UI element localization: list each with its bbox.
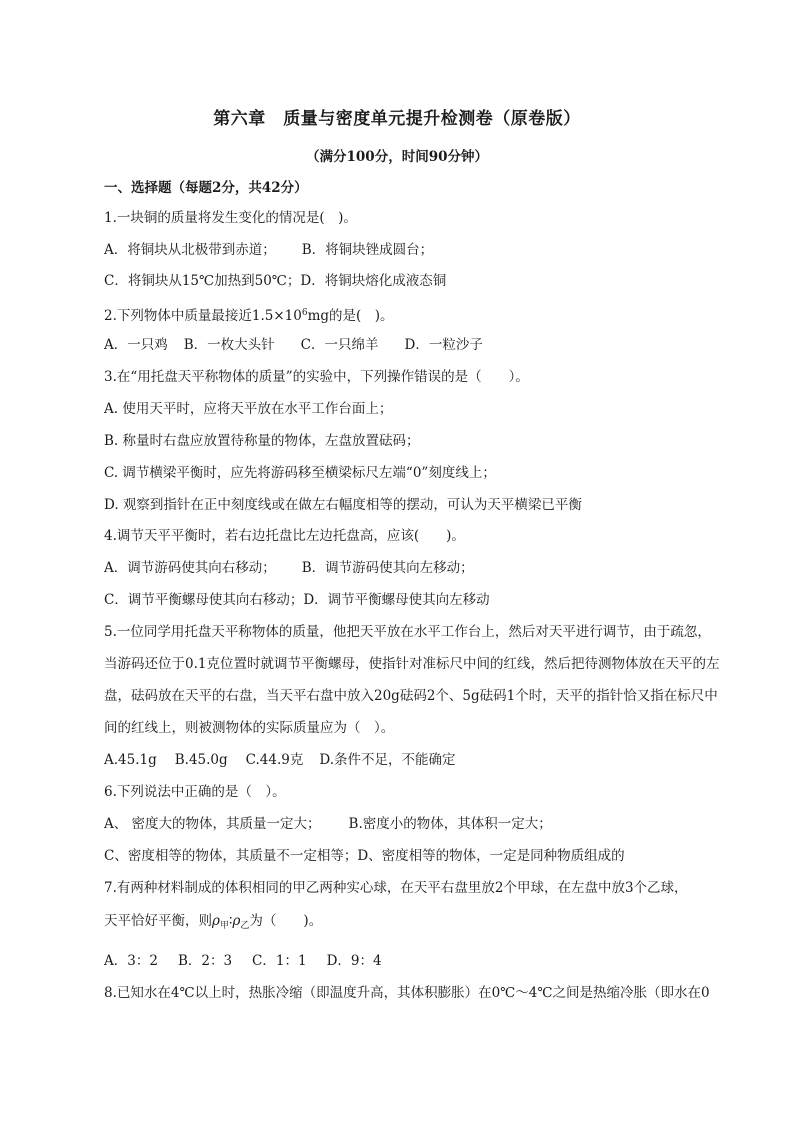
question-5-line-2: 当游码还位于0.1克位置时就调节平衡螺母，使指针对准标尺中间的红线，然后把待测物体放在天平的左 (104, 656, 720, 672)
question-1-options-row1 (104, 241, 433, 259)
question-7-line-2 (104, 912, 322, 935)
question-1-options-row2 (104, 272, 446, 290)
question-7-option-c: C．1：1 (252, 953, 307, 969)
question-4-option-b: B．调节游码使其向左移动； (301, 560, 474, 576)
question-1-option-a: A．将铜块从北极带到赤道； (104, 242, 276, 258)
question-6-option-a: A、 密度大的物体，其质量一定大； (104, 816, 321, 832)
question-3-option-b: B. 称量时右盘应放置待称量的物体，左盘放置砝码； (104, 433, 420, 449)
question-2-option-a: A．一只鸡 (104, 337, 168, 353)
question-1-option-c: C．将铜块从15℃加热到50℃； (104, 273, 301, 289)
question-4-options-row2 (104, 591, 490, 609)
question-5-options (104, 751, 456, 769)
question-7-option-a: A．3：2 (104, 953, 158, 969)
section-heading: 一、选择题（每题2分，共42分） (104, 180, 308, 196)
question-2-stem-text: 2.下列物体中质量最接近1.5×10 (104, 308, 302, 324)
question-5-option-c: C.44.9克 (245, 752, 304, 768)
rho-subscript-jia: 甲 (219, 921, 229, 931)
question-1-option-b: B．将铜块锉成圆台； (301, 242, 434, 258)
question-6-option-c: C、密度相等的物体，其质量不一定相等； (104, 848, 358, 864)
question-3-option-c: C. 调节横梁平衡时，应先将游码移至横梁标尺左端“0”刻度线上； (104, 465, 496, 481)
question-2-stem (104, 304, 394, 325)
ratio-colon: ∶ (228, 913, 233, 929)
question-7-options (104, 952, 382, 970)
question-5-line-4: 间的红线上，则被测物体的实际质量应为（ ）。 (104, 720, 395, 736)
rho-subscript-yi: 乙 (240, 921, 250, 931)
rho-symbol: ρ (212, 913, 220, 929)
question-4-stem: 4.调节天平平衡时，若右边托盘比左边托盘高，应该( )。 (104, 528, 465, 544)
question-7-option-d: D．9：4 (326, 953, 382, 969)
question-5-line-1: 5.一位同学用托盘天平称物体的质量，他把天平放在水平工作台上，然后对天平进行调节，由于疏忽， (104, 624, 711, 640)
question-7-line-2-text: 天平恰好平衡，则 (104, 913, 212, 929)
question-2-options (104, 336, 483, 354)
question-6-stem: 6.下列说法中正确的是（ ）。 (104, 784, 286, 800)
page-subtitle: （满分100分，时间90分钟） (306, 149, 488, 165)
question-2-exponent: 6 (301, 308, 308, 318)
question-6-option-d: D、密度相等的物体，一定是同种物质组成的 (357, 848, 625, 864)
question-5-option-a: A.45.1g (104, 752, 157, 768)
question-1-option-d: D．将铜块熔化成液态铜 (300, 273, 447, 289)
question-7-option-b: B．2：3 (177, 953, 233, 969)
question-4-option-c: C．调节平衡螺母使其向右移动； (104, 592, 304, 608)
question-2-option-b: B．一枚大头针 (183, 337, 275, 353)
question-4-option-a: A．调节游码使其向右移动； (104, 560, 276, 576)
question-4-option-d: D．调节平衡螺母使其向左移动 (303, 592, 490, 608)
question-3-stem: 3.在“用托盘天平称物体的质量”的实验中，下列操作错误的是（ ）。 (104, 369, 529, 385)
question-1-stem: 1.一块铜的质量将发生变化的情况是( )。 (104, 210, 357, 226)
question-3-option-a: A. 使用天平时，应将天平放在水平工作台面上； (104, 401, 393, 417)
question-5-option-b: B.45.0g (174, 752, 228, 768)
question-6-options-row1 (104, 815, 552, 833)
question-2-stem-end: mg的是( )。 (307, 308, 394, 324)
page-title: 第六章 质量与密度单元提升检测卷（原卷版） (213, 109, 581, 129)
question-5-line-3: 盘，砝码放在天平的右盘，当天平右盘中放入20g砝码2个、5g砝码1个时，天平的指针恰又指在标尺中 (104, 688, 718, 704)
question-2-option-d: D．一粒沙子 (404, 337, 483, 353)
question-7-line-2-end: 为（ )。 (249, 913, 323, 929)
question-8-line-1: 8.已知水在4℃以上时，热胀冷缩（即温度升高，其体积膨胀）在0℃～4℃之间是热缩冷胀（即水在0 (104, 985, 710, 1001)
question-6-option-b: B.密度小的物体，其体积一定大； (348, 816, 552, 832)
rho-symbol: ρ (232, 913, 241, 929)
question-5-option-d: D.条件不足，不能确定 (319, 752, 456, 768)
question-7-line-1: 7.有两种材料制成的体积相同的甲乙两种实心球，在天平右盘里放2个甲球，在左盘中放3个乙球， (104, 880, 688, 896)
question-2-option-c: C．一只绵羊 (300, 337, 379, 353)
question-6-options-row2 (104, 847, 625, 865)
question-3-option-d: D. 观察到指针在正中刻度线或在做左右幅度相等的摆动，可认为天平横梁已平衡 (104, 497, 582, 513)
question-4-options-row1 (104, 559, 474, 577)
